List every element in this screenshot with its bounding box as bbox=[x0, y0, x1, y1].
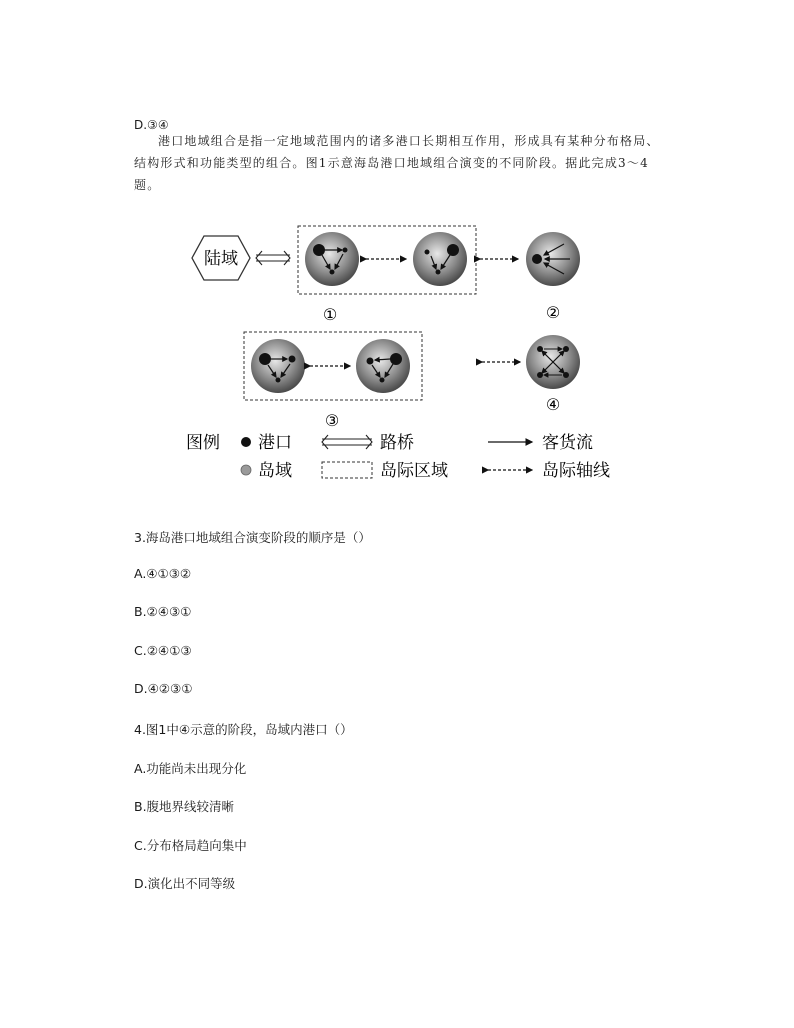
land-label: 陆域 bbox=[204, 249, 238, 269]
stage4-label: ④ bbox=[545, 395, 561, 414]
q3-option-a[interactable]: A.④①③② bbox=[134, 566, 192, 581]
q4-option-b[interactable]: B.腹地界线较清晰 bbox=[134, 799, 235, 814]
legend-island-region: 岛际区域 bbox=[380, 461, 448, 481]
stage1-island-b bbox=[413, 232, 467, 286]
land-hexagon bbox=[192, 236, 250, 280]
q4-option-a[interactable]: A.功能尚未出现分化 bbox=[134, 761, 247, 776]
legend-island: 岛域 bbox=[258, 461, 292, 481]
stage1-label: ① bbox=[322, 305, 338, 324]
legend-island-region-icon bbox=[322, 462, 372, 478]
legend-flow: 客货流 bbox=[542, 433, 593, 453]
stage3-label: ③ bbox=[324, 411, 340, 430]
legend bbox=[186, 433, 610, 481]
legend-port-icon bbox=[241, 437, 251, 447]
stage4-island bbox=[526, 335, 580, 389]
stage1-island-a bbox=[305, 232, 359, 286]
port-dot bbox=[390, 353, 402, 365]
q4-option-d[interactable]: D.演化出不同等级 bbox=[134, 876, 236, 891]
port-dot bbox=[313, 244, 325, 256]
stage2-island bbox=[526, 232, 580, 286]
legend-road-bridge: 路桥 bbox=[380, 433, 414, 453]
q3-option-c[interactable]: C.②④①③ bbox=[134, 643, 192, 658]
question-3-stem: 3.海岛港口地域组合演变阶段的顺序是（） bbox=[134, 530, 371, 545]
q4-option-c[interactable]: C.分布格局趋向集中 bbox=[134, 838, 247, 853]
q3-option-d[interactable]: D.④②③① bbox=[134, 681, 193, 696]
road-bridge-symbol bbox=[256, 251, 290, 265]
stage3-island-b bbox=[356, 339, 410, 393]
legend-island-axis: 岛际轴线 bbox=[542, 461, 610, 481]
port-dot bbox=[447, 244, 459, 256]
previous-option-d: D.③④ bbox=[134, 118, 169, 132]
intro-paragraph: 港口地域组合是指一定地域范围内的诸多港口长期相互作用，形成具有某种分布格局、结构形式和功能类型的组合。图1示意海岛港口地域组合演变的不同阶段。据此完成3～4题。 bbox=[134, 134, 660, 192]
legend-title: 图例 bbox=[186, 433, 220, 453]
stage2-label: ② bbox=[545, 303, 561, 322]
stage3-island-a bbox=[251, 339, 305, 393]
legend-island-icon bbox=[241, 465, 251, 475]
legend-road-bridge-icon bbox=[322, 435, 372, 449]
port-dot bbox=[532, 254, 542, 264]
legend-port: 港口 bbox=[258, 433, 292, 453]
port-dot bbox=[259, 353, 271, 365]
figure-1-diagram bbox=[180, 218, 620, 488]
question-4-stem: 4.图1中④示意的阶段，岛域内港口（） bbox=[134, 722, 353, 737]
q3-option-b[interactable]: B.②④③① bbox=[134, 604, 192, 619]
